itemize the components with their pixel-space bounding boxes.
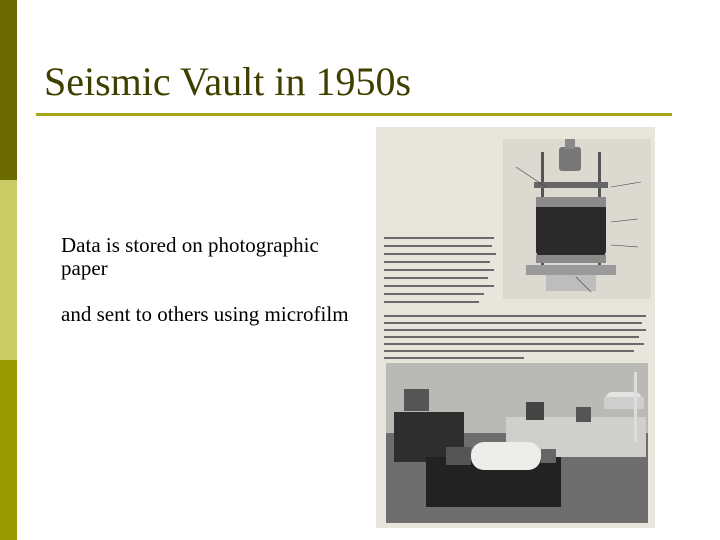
- seismometer-book-photo: [376, 127, 655, 528]
- body-paragraph-1: Data is stored on photographic paper: [61, 233, 319, 280]
- book-page-illustration: [376, 127, 655, 528]
- seismometer-photo: [503, 139, 651, 299]
- vault-interior-photo: [386, 363, 648, 523]
- title-underline: [36, 113, 672, 116]
- accent-bar-top: [0, 0, 17, 180]
- accent-bar-bottom: [0, 360, 17, 540]
- body-paragraph-2: and sent to others using microfilm: [61, 302, 349, 326]
- caption-text-lines: [384, 237, 496, 303]
- slide-title: Seismic Vault in 1950s: [44, 59, 412, 104]
- accent-bar-middle: [0, 180, 17, 360]
